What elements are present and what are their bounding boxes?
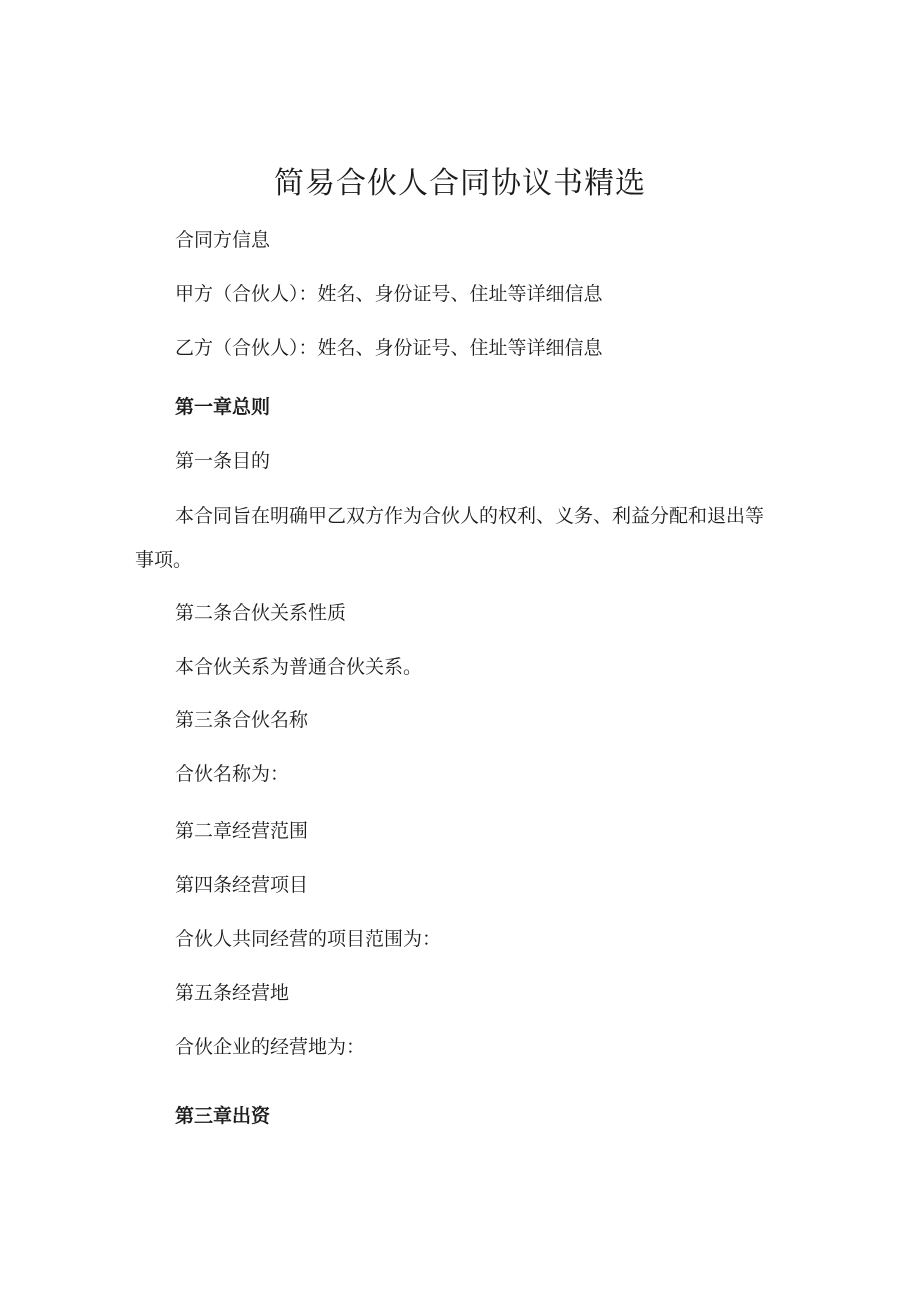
article2-text: 本合伙关系为普通合伙关系。 — [175, 656, 423, 678]
article4-text: 合伙人共同经营的项目范围为： — [175, 928, 442, 950]
article5-title: 第五条经营地 — [175, 982, 290, 1004]
party-b-line: 乙方（合伙人）：姓名、身份证号、住址等详细信息 — [175, 337, 603, 359]
chapter1-heading: 第一章总则 — [175, 396, 271, 418]
article1-title: 第一条目的 — [175, 450, 271, 472]
article3-title: 第三条合伙名称 — [175, 709, 309, 731]
article4-title: 第四条经营项目 — [175, 874, 309, 896]
chapter2-heading: 第二章经营范围 — [175, 820, 309, 842]
article1-text: 本合同旨在明确甲乙双方作为合伙人的权利、义务、利益分配和退出等事项。 — [135, 505, 765, 571]
document-title: 简易合伙人合同协议书精选 — [274, 166, 646, 201]
article2-title: 第二条合伙关系性质 — [175, 602, 347, 624]
article5-text: 合伙企业的经营地为： — [175, 1036, 366, 1058]
article3-text: 合伙名称为： — [175, 763, 290, 785]
party-a-line: 甲方（合伙人）：姓名、身份证号、住址等详细信息 — [175, 283, 603, 305]
chapter3-heading: 第三章出资 — [175, 1105, 271, 1127]
party-info-heading: 合同方信息 — [175, 229, 271, 251]
